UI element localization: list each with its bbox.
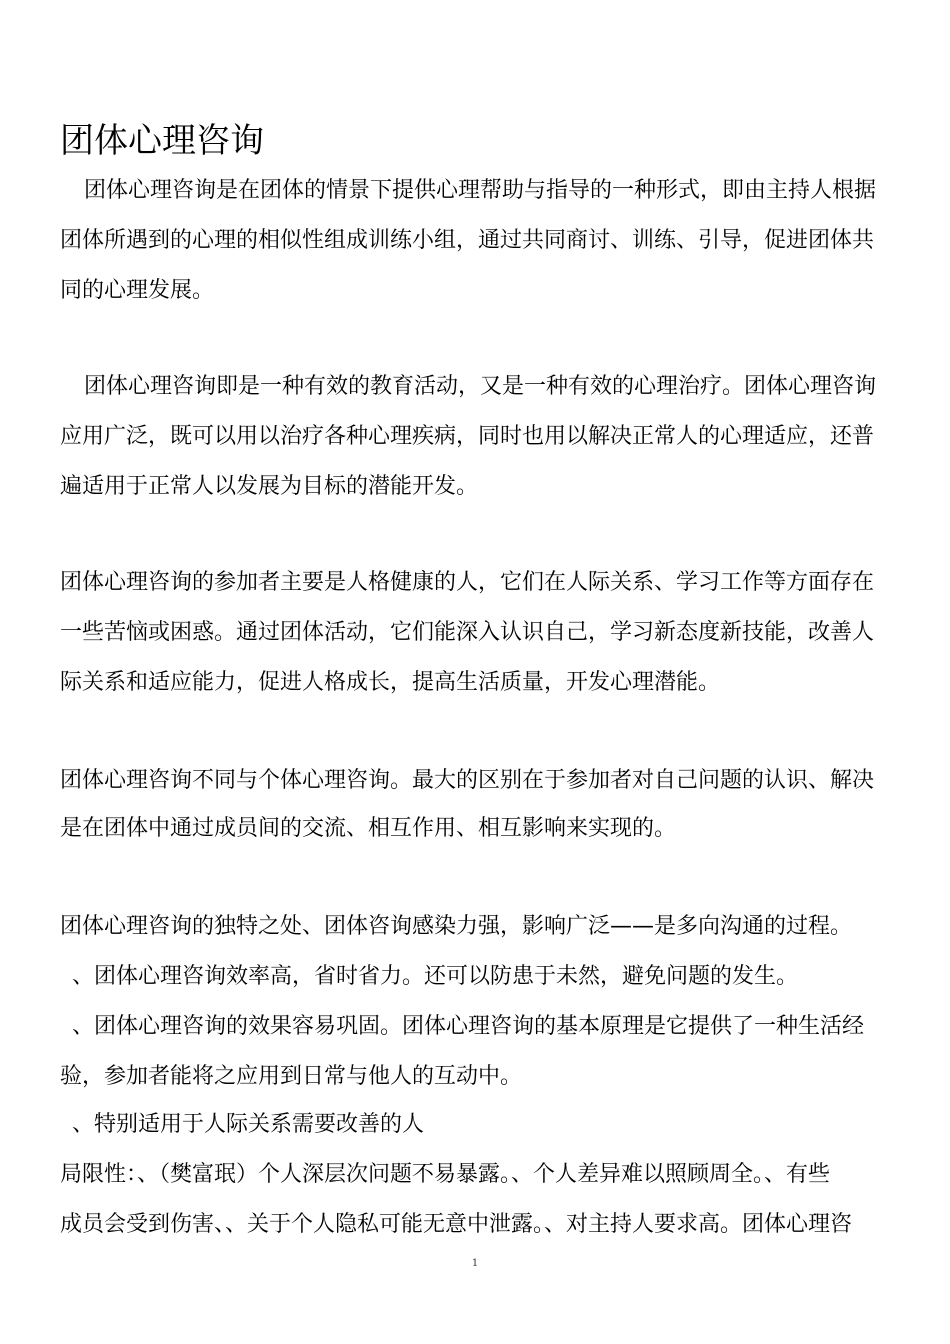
document-title: 团体心理咨询 (60, 120, 264, 161)
paragraph-2-line-1: 团体心理咨询即是一种有效的教育活动，又是一种有效的心理治疗。团体心理咨询 (62, 374, 877, 399)
paragraph-1-line-1: 团体心理咨询是在团体的情景下提供心理帮助与指导的一种形式，即由主持人根据 (62, 178, 877, 203)
paragraph-5-line-2: 、团体心理咨询效率高，省时省力。还可以防患于未然，避免问题的发生。 (72, 964, 799, 989)
paragraph-1-line-3: 同的心理发展。 (60, 278, 215, 303)
page-number: 1 (471, 1258, 479, 1269)
paragraph-5-line-3: 、团体心理咨询的效果容易巩固。团体心理咨询的基本原理是它提供了一种生活经 (72, 1014, 865, 1039)
paragraph-4-line-1: 团体心理咨询不同与个体心理咨询。最大的区别在于参加者对自己问题的认识、解决 (60, 768, 875, 793)
paragraph-4-line-2: 是在团体中通过成员间的交流、相互作用、相互影响来实现的。 (60, 816, 677, 841)
paragraph-2-line-3: 遍适用于正常人以发展为目标的潜能开发。 (60, 474, 479, 499)
paragraph-5-line-6: 局限性：、（樊富珉）个人深层次问题不易暴露。、个人差异难以照顾周全。、有些 (60, 1162, 831, 1187)
paragraph-1-line-2: 团体所遇到的心理的相似性组成训练小组，通过共同商讨、训练、引导，促进团体共 (60, 228, 875, 253)
paragraph-5-line-4: 验，参加者能将之应用到日常与他人的互动中。 (60, 1064, 523, 1089)
paragraph-3-line-1: 团体心理咨询的参加者主要是人格健康的人，它们在人际关系、学习工作等方面存在 (60, 570, 875, 595)
paragraph-5-line-7: 成员会受到伤害、、关于个人隐私可能无意中泄露。、对主持人要求高。团体心理咨 (60, 1212, 853, 1237)
paragraph-2-line-2: 应用广泛，既可以用以治疗各种心理疾病，同时也用以解决正常人的心理适应，还普 (60, 424, 875, 449)
paragraph-3-line-3: 际关系和适应能力，促进人格成长，提高生活质量，开发心理潜能。 (60, 670, 721, 695)
paragraph-3-line-2: 一些苦恼或困惑。通过团体活动，它们能深入认识自己，学习新态度新技能，改善人 (60, 620, 875, 645)
paragraph-5-line-5: 、特别适用于人际关系需要改善的人 (72, 1112, 425, 1137)
paragraph-5-line-1: 团体心理咨询的独特之处、团体咨询感染力强，影响广泛——是多向沟通的过程。 (60, 914, 853, 939)
